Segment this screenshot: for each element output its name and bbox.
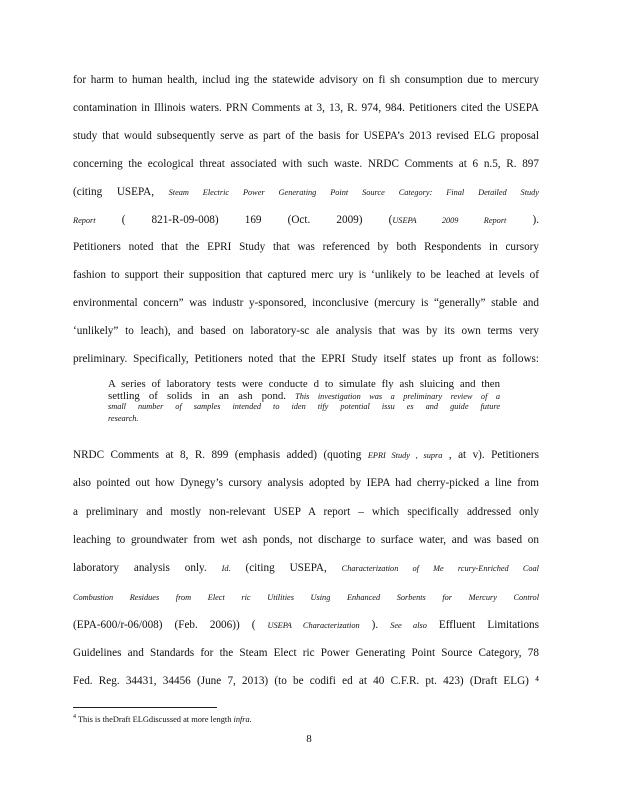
text-run: EPRI Study , supra: [367, 451, 443, 460]
footnote: [73, 711, 252, 726]
text-line: [73, 324, 539, 338]
text-run: See also: [390, 620, 427, 630]
text-run: Guidelines and Standards for the Steam Elect ric Power Generating Point Source Category, 78: [73, 647, 539, 660]
text-run: Id.: [221, 564, 231, 574]
text-line: [108, 390, 500, 402]
text-run: a preliminary and mostly non-relevant USEP A report – which specifically addressed only: [73, 505, 539, 518]
text-run: (citing USEPA,: [230, 562, 342, 575]
text-line: [73, 674, 539, 688]
text-line: [108, 401, 500, 413]
text-line: [73, 213, 539, 227]
text-run: NRDC Comments at 8, R. 899 (emphasis added) (quoting: [73, 449, 368, 461]
text-run: ).: [359, 618, 391, 631]
text-line: [73, 268, 539, 282]
text-run: laboratory analysis only.: [73, 562, 222, 575]
text-run: Steam Electric Power Generating Point Source Category: Final Detailed Study: [168, 187, 539, 197]
text-run: also pointed out how Dynegy’s cursory analysis adopted by IEPA had cherry-picked a line from: [73, 477, 539, 490]
text-line: [73, 476, 539, 490]
text-run: Petitioners noted that the EPRI Study that was referenced by both Respondents in cursory: [73, 241, 539, 254]
text-line: [73, 533, 539, 547]
text-run: research.: [108, 413, 139, 423]
text-run: ).: [506, 213, 539, 226]
text-run: concerning the ecological threat associated with such waste. NRDC Comments at 6 n.5, R. 897: [73, 157, 539, 170]
footnote-rule: [73, 707, 217, 708]
text-run: fashion to support their supposition that captured merc ury is ‘unlikely to be leached at levels of: [73, 269, 539, 282]
text-run: environmental concern” was industr y-sponsored, inconclusive (mercury is “generally” stable and: [73, 297, 539, 310]
text-run: Fed. Reg. 34431, 34456 (June 7, 2013) (to be codifi ed at 40 C.F.R. pt. 423) (Draft ELG) ⁴: [73, 675, 539, 688]
text-run: settling of solids in an ash pond.: [108, 389, 296, 402]
text-run: , at v). Petitioners: [442, 449, 539, 461]
text-line: [108, 413, 500, 425]
text-line: [73, 240, 539, 254]
text-line: [73, 448, 539, 462]
text-run: for harm to human health, includ ing the statewide advisory on fi sh consumption due to mercury: [73, 74, 539, 86]
text-run: This investigation was a preliminary review of a: [295, 391, 500, 401]
text-run: Combustion Residues from Elect ric Utilities Using Enhanced Sorbents for Mercury Control: [73, 592, 539, 602]
text-run: study that would subsequently serve as part of the basis for USEPA’s 2013 revised ELG proposal: [73, 129, 539, 142]
text-line: [73, 590, 539, 604]
text-run: Report: [73, 215, 96, 225]
text-line: [73, 157, 539, 171]
text-run: (citing USEPA,: [73, 185, 169, 198]
text-run: Characterization of Me rcury-Enriched Coal: [341, 564, 539, 574]
text-line: [73, 646, 539, 660]
text-run: leaching to groundwater from wet ash ponds, not discharge to surface water, and was based on: [73, 533, 539, 546]
text-run: (EPA-600/r-06/008) (Feb. 2006)) (: [73, 618, 268, 631]
text-line: [73, 505, 539, 519]
footnote-marker: 4: [73, 714, 76, 720]
text-line: [73, 185, 539, 199]
text-run: small number of samples intended to iden tify potential issu es and guide future: [108, 402, 500, 411]
text-run: contamination in Illinois waters. PRN Comments at 3, 13, R. 974, 984. Petitioners cited the USEPA: [73, 101, 539, 114]
text-line: [73, 296, 539, 310]
text-line: [73, 129, 539, 143]
text-line: [108, 378, 500, 390]
text-run: USEPA 2009 Report: [392, 215, 507, 225]
text-run: A series of laboratory tests were conducte d to simulate fly ash sluicing and then: [108, 378, 500, 390]
text-run: Effluent Limitations: [426, 618, 539, 631]
text-line: [73, 101, 539, 115]
text-line: [73, 618, 539, 632]
text-line: [73, 561, 539, 575]
text-run: infra.: [233, 714, 252, 724]
text-run: ( 821-R-09-008) 169 (Oct. 2009) (: [95, 213, 393, 226]
text-line: [73, 73, 539, 87]
text-line: [73, 352, 539, 366]
text-run: USEPA Characterization: [267, 620, 360, 630]
text-run: preliminary. Specifically, Petitioners noted that the EPRI Study itself states up front as follows:: [73, 353, 539, 365]
text-run: This is theDraft ELGdiscussed at more length: [76, 714, 234, 724]
page-number: 8: [306, 733, 312, 745]
footnote-text: [76, 715, 252, 724]
text-run: ‘unlikely” to leach), and based on laboratory-sc ale analysis that was by its own terms very: [73, 325, 539, 338]
